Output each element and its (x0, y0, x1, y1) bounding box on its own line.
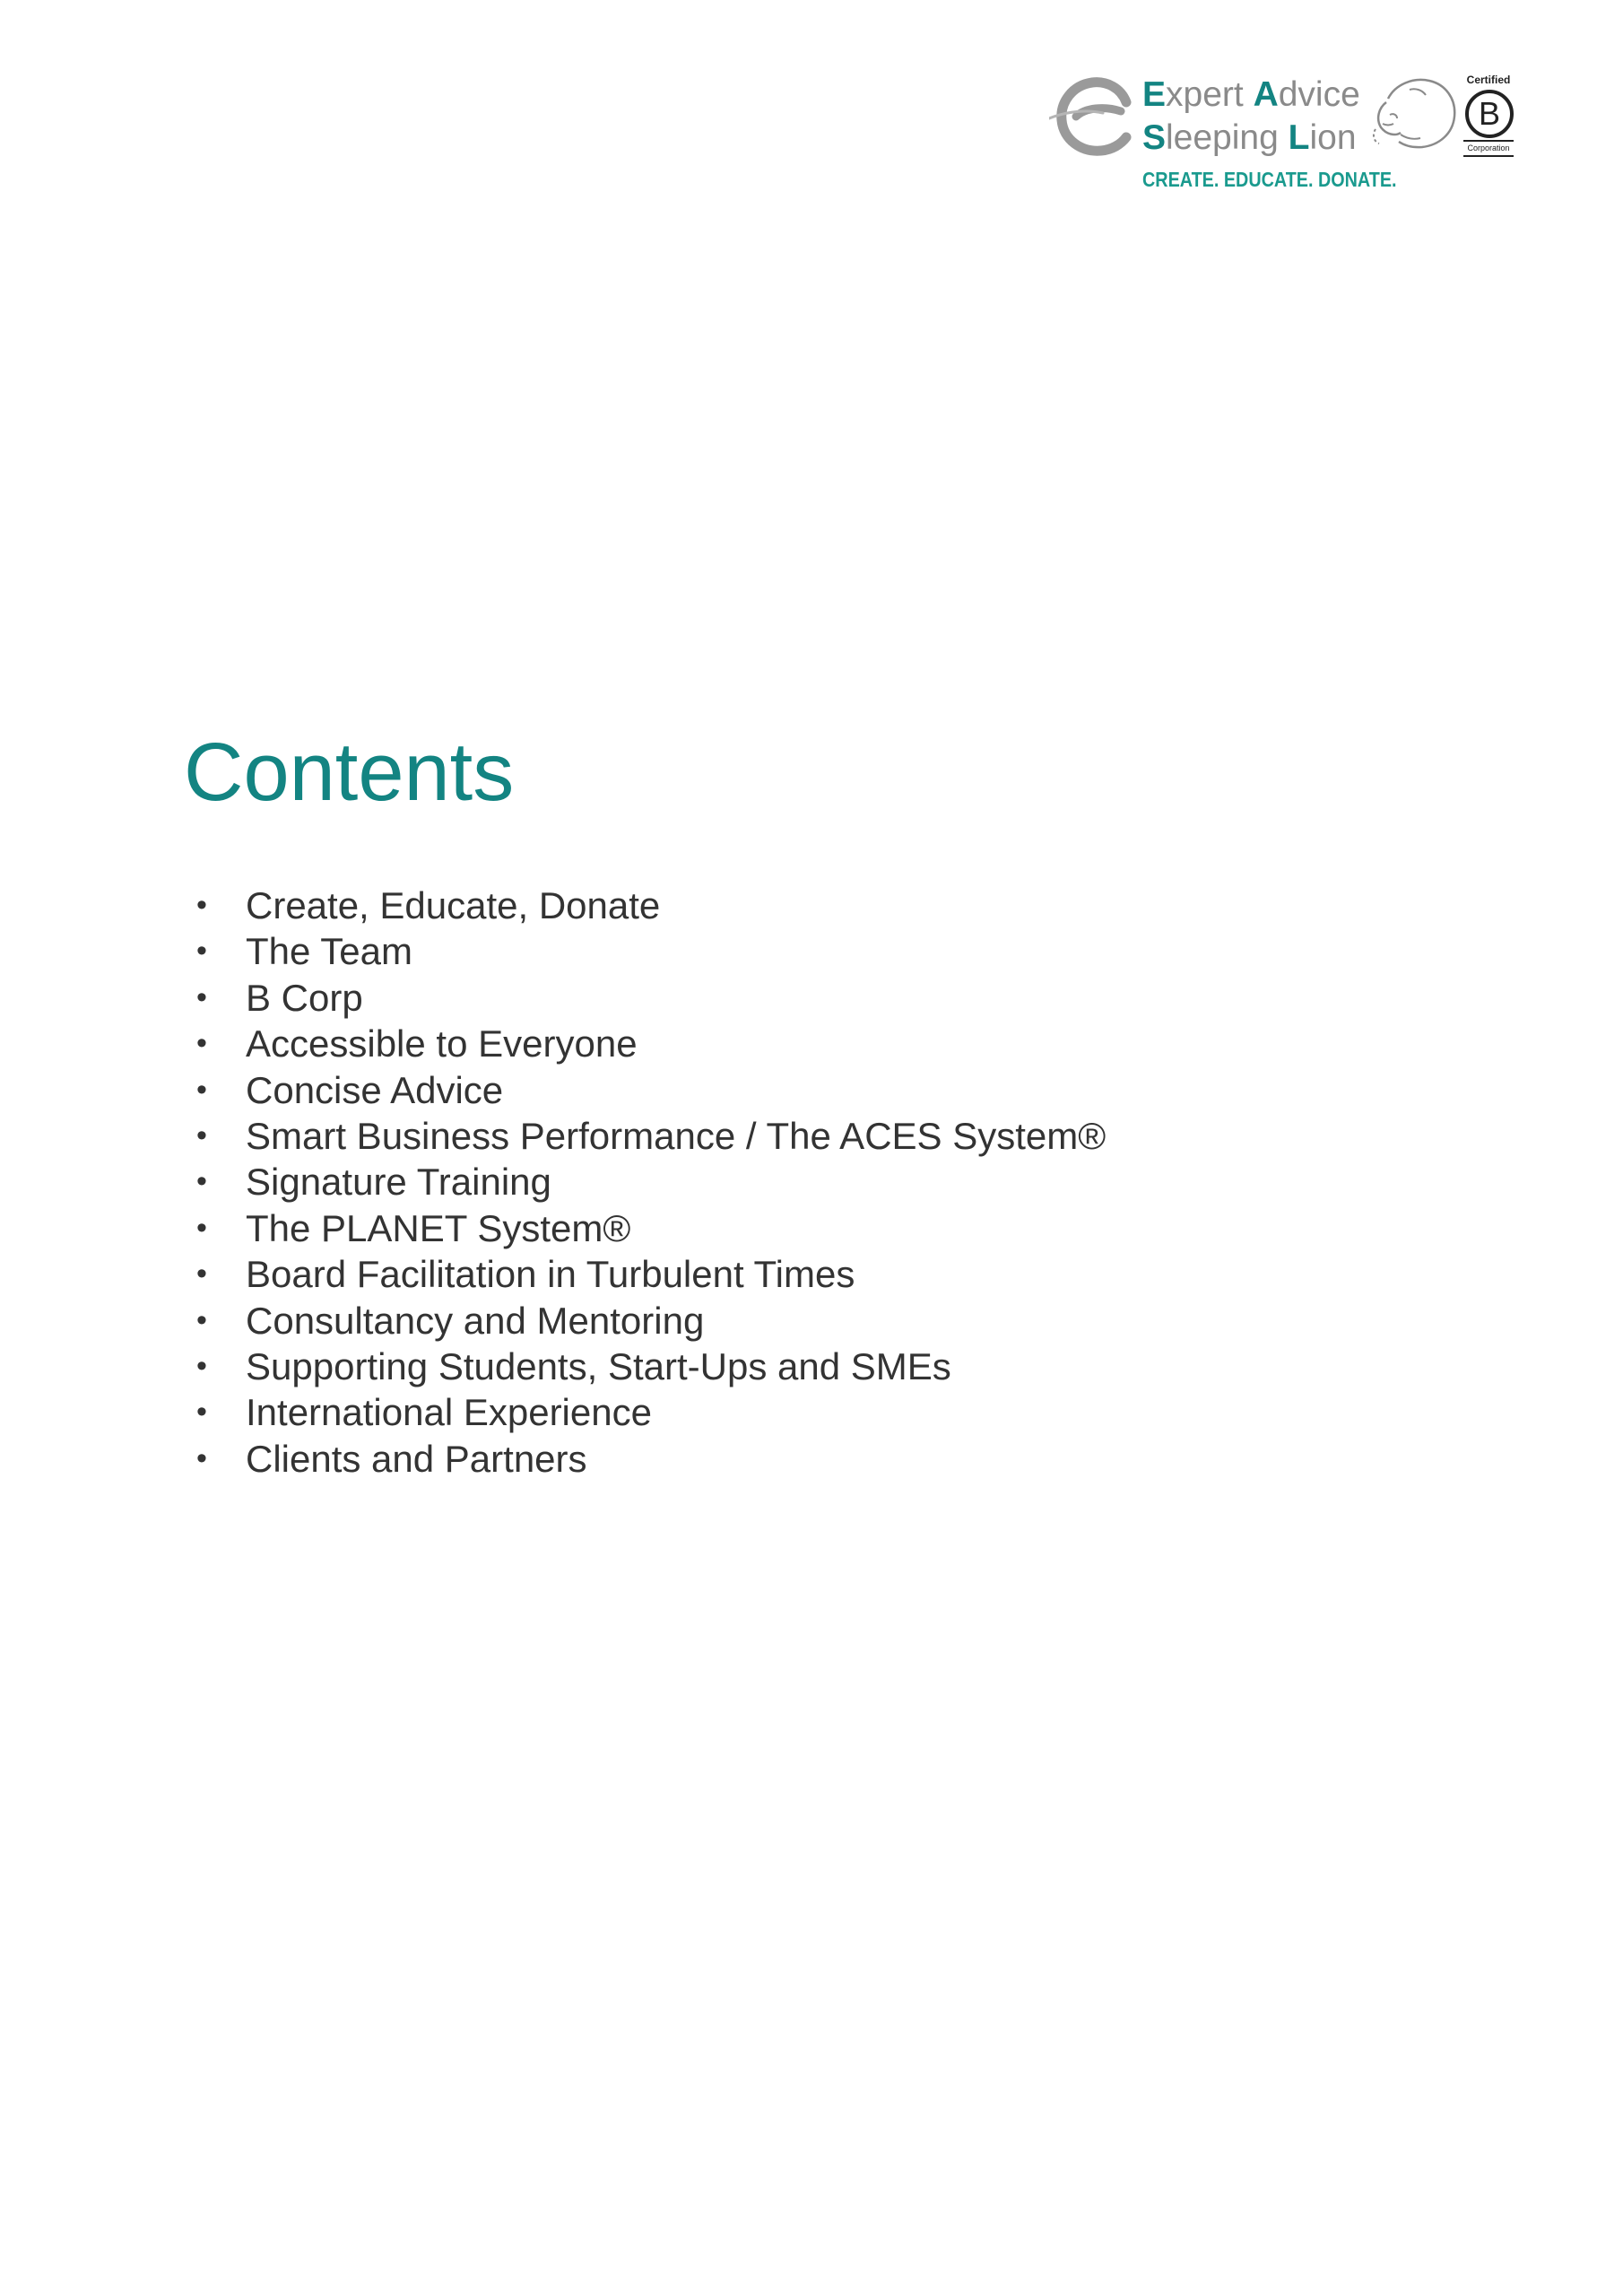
contents-item: • Supporting Students, Start-Ups and SMEs (184, 1344, 1106, 1389)
contents-item: • Concise Advice (184, 1067, 1106, 1113)
logo-tagline: CREATE. EDUCATE. DONATE. (1142, 168, 1397, 191)
logo-wordmark (1142, 74, 1384, 160)
bcorp-divider (1463, 155, 1514, 157)
company-logo (1049, 72, 1515, 197)
contents-item: • Accessible to Everyone (184, 1021, 1106, 1066)
logo-line-sleeping-lion: Sleeping Lion (1142, 118, 1357, 157)
contents-item: • The PLANET System® (184, 1205, 1106, 1251)
contents-item: • Consultancy and Mentoring (184, 1298, 1106, 1344)
bcorp-certified-label: Certified (1466, 74, 1511, 86)
bullet-icon: • (196, 934, 207, 969)
contents-item: • Board Facilitation in Turbulent Times (184, 1251, 1106, 1297)
contents-item: • Smart Business Performance / The ACES System® (184, 1113, 1106, 1159)
sleeping-lion-icon (1370, 72, 1460, 161)
bullet-icon: • (196, 1302, 207, 1337)
bullet-icon: • (196, 1210, 207, 1245)
bullet-icon: • (196, 888, 207, 922)
bcorp-divider (1463, 140, 1514, 142)
bullet-icon: • (196, 1349, 207, 1384)
bullet-icon: • (196, 1072, 207, 1107)
bcorp-b-circle: B (1465, 90, 1514, 138)
bullet-icon: • (196, 1440, 207, 1475)
contents-item: • International Experience (184, 1389, 1106, 1435)
b-corp-certified-badge (1460, 72, 1517, 161)
bullet-icon: • (196, 1118, 207, 1153)
contents-item: • Clients and Partners (184, 1436, 1106, 1482)
contents-item: • Signature Training (184, 1159, 1106, 1205)
bullet-icon: • (196, 1164, 207, 1199)
contents-item: • Create, Educate, Donate (184, 883, 1106, 928)
logo-line-expert-advice: Expert Advice (1142, 75, 1360, 114)
page-title: Contents (184, 726, 515, 818)
contents-item: • The Team (184, 928, 1106, 974)
bullet-icon: • (196, 1395, 207, 1430)
bcorp-corporation-label: Corporation (1467, 144, 1510, 152)
expert-advice-e-emblem-icon (1049, 72, 1139, 161)
bullet-icon: • (196, 979, 207, 1014)
bullet-icon: • (196, 1257, 207, 1292)
bullet-icon: • (196, 1026, 207, 1061)
contents-list (184, 883, 1106, 1482)
contents-item: • B Corp (184, 975, 1106, 1021)
